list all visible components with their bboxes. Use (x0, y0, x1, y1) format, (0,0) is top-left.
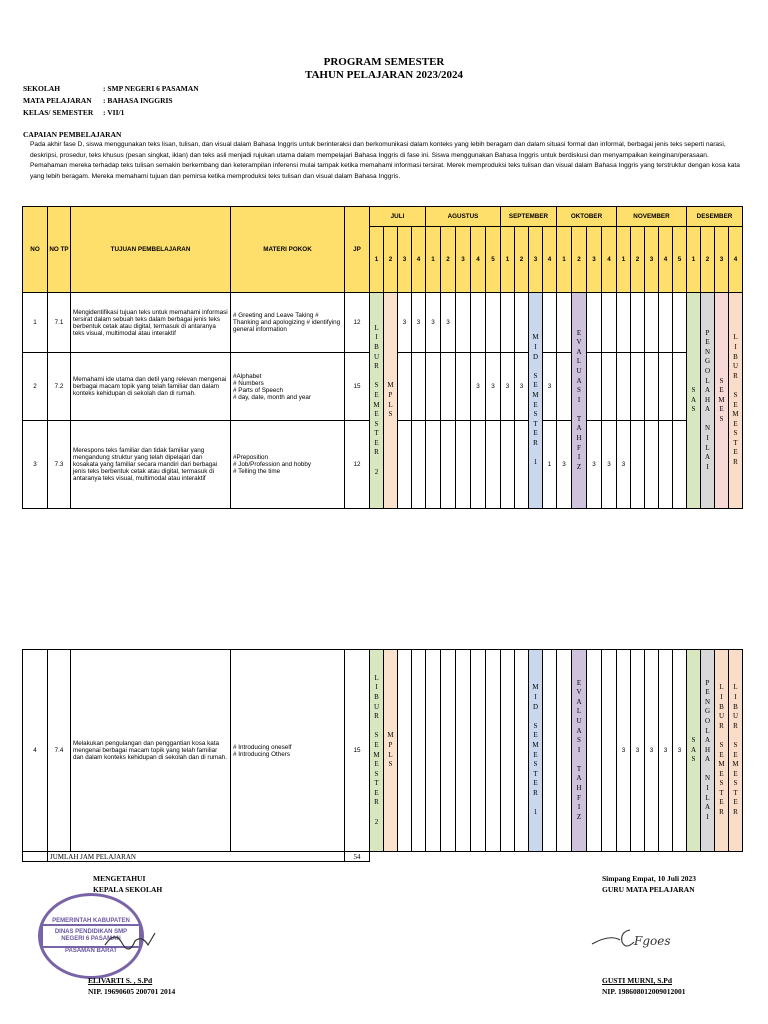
week-cell (501, 650, 515, 852)
week-num: 1 (617, 227, 631, 293)
week-num: 4 (729, 227, 743, 293)
week-num: 1 (501, 227, 515, 293)
row-tp: 7.2 (48, 353, 71, 421)
week-cell (398, 353, 412, 421)
evaluasi-tahfiz-cell: E V A L U A S I T A H F I Z (572, 293, 587, 509)
pengolahan-nilai-cell: P E N G O L A H A N I L A I (701, 293, 715, 509)
row-materi: #Alphabet # Numbers # Parts of Speech # day, date, month and year (231, 353, 345, 421)
school-stamp: PEMERINTAH KABUPATEN DINAS PENDIDIKAN SMP NEGERI 6 PASAMAN PASAMAN BARAT (38, 893, 144, 979)
row-tujuan: Merespons teks familiar dan tidak familiar yang mengandung struktur yang telah dipelajari dan kosakata yang familiar secara mandiri dari berbagai jenis teks berbentuk cetak atau digital, termasuk di antaranya teks visual, multimodal atau interaktif (71, 421, 231, 509)
week-num: 1 (687, 227, 701, 293)
week-cell (456, 650, 471, 852)
week-num: 2 (515, 227, 529, 293)
week-cell (486, 421, 501, 509)
row-tp: 7.4 (48, 650, 71, 852)
week-cell (426, 650, 441, 852)
sas-cell: S A S (687, 650, 701, 852)
header-no-tp: NO TP (48, 207, 71, 293)
week-num: 5 (486, 227, 501, 293)
libur-semester-2-cell: L I B U R S E M E S T E R 2 (370, 293, 384, 509)
week-cell (515, 421, 529, 509)
week-cell: 3 (617, 421, 631, 509)
week-cell (673, 421, 687, 509)
week-cell: 3 (426, 293, 441, 353)
week-num: 3 (398, 227, 412, 293)
right-sig-place-date: Simpang Empat, 10 Juli 2023 (602, 874, 696, 883)
libur-semester-2-cell: L I B U R S E M E S T E R 2 (370, 650, 384, 852)
week-cell (441, 421, 456, 509)
cp-text: Pada akhir fase D, siswa menggunakan teks lisan, tulisan, dan visual dalam Bahasa Inggris untuk berinteraksi dan berkomunikasi dalam konteks yang lebih beragam dan dalam situasi formal dan informal, berbagai jenis teks seperti narasi, deskripsi, prosedur, teks khusus (pesan singkat, iklan) dan teks asli menjadi rujukan utama dalam mempelajari Bahasa Inggris di fase ini. Siswa menggunakan Bahasa Inggris untuk berdiskusi dan menyampaikan keinginan/perasaan. Pemahaman mereka terhadap teks tulisan semakin berkembang dan keterampilan inferensi mulai tampak ketika memahami informasi tersirat. Merek memproduksi teks tulisan dan visual dalam Bahasa Inggris yang terstruktur dengan kosa kata yang lebih beragam. Mereka memahami tujuan dan pemirsa ketika memproduksi teks tulisan dan visual dalam Bahasa Inggris. (30, 141, 740, 180)
mpls-cell: M P L S (384, 293, 398, 509)
header-tujuan: TUJUAN PEMBELAJARAN (71, 207, 231, 293)
week-cell (515, 293, 529, 353)
week-cell: 3 (412, 293, 426, 353)
page-title: PROGRAM SEMESTER (323, 56, 445, 68)
row-materi: # Greeting and Leave Taking # Thanking and apologizing # identifying general information (231, 293, 345, 353)
week-num: 4 (412, 227, 426, 293)
week-cell (471, 421, 486, 509)
row-no: 1 (23, 293, 48, 353)
week-cell: 3 (673, 650, 687, 852)
week-num: 1 (426, 227, 441, 293)
week-cell: 3 (471, 353, 486, 421)
total-empty (23, 852, 48, 862)
week-cell (412, 650, 426, 852)
week-cell (398, 650, 412, 852)
header-jp: JP (345, 207, 370, 293)
month-agustus: AGUSTUS (426, 207, 501, 227)
week-cell (543, 650, 557, 852)
week-cell (486, 650, 501, 852)
week-num: 2 (631, 227, 645, 293)
month-desember: DESEMBER (687, 207, 743, 227)
week-cell (659, 421, 673, 509)
row-no: 3 (23, 421, 48, 509)
row-jp: 15 (345, 353, 370, 421)
right-sig-nip: NIP. 198608012009012001 (602, 987, 686, 996)
left-sig-name: ELIVARTI S. , S.Pd (88, 976, 153, 985)
row-no: 2 (23, 353, 48, 421)
week-cell (659, 353, 673, 421)
row-tujuan: Mengidentifikasi tujuan teks untuk memahami informasi tersirat dalam sebuah teks dalam berbagai jenis teks berbentuk cetak atau digital, termasuk di antaranya teks visual, multimodal atau interaktif (71, 293, 231, 353)
week-cell (673, 293, 687, 353)
row-tp: 7.1 (48, 293, 71, 353)
evaluasi-tahfiz-cell: E V A L U A S I T A H F I Z (572, 650, 587, 852)
month-juli: JULI (370, 207, 426, 227)
week-cell (645, 293, 659, 353)
week-cell: 3 (515, 353, 529, 421)
total-filler (370, 852, 743, 862)
week-cell (412, 421, 426, 509)
month-november: NOVEMBER (617, 207, 687, 227)
week-cell: 3 (557, 421, 572, 509)
mid-semester-cell: M I D S E M E S T E R 1 (529, 293, 543, 509)
week-cell (486, 293, 501, 353)
week-cell (631, 293, 645, 353)
info-school: SEKOLAH : SMP NEGERI 6 PASAMAN (23, 84, 199, 93)
row-jp: 15 (345, 650, 370, 852)
week-num: 4 (659, 227, 673, 293)
week-cell (617, 353, 631, 421)
week-cell (426, 421, 441, 509)
week-cell: 3 (645, 650, 659, 852)
semester-table (22, 206, 743, 509)
row-jp: 12 (345, 293, 370, 353)
cp-heading: CAPAIAN PEMBELAJARAN (23, 130, 122, 139)
week-cell (587, 650, 602, 852)
week-cell (587, 353, 602, 421)
total-jp: 54 (345, 852, 370, 862)
week-cell (471, 650, 486, 852)
week-cell (501, 293, 515, 353)
week-cell (631, 353, 645, 421)
week-cell: 3 (587, 421, 602, 509)
week-cell: 3 (441, 293, 456, 353)
info-subject: MATA PELAJARAN : BAHASA INGGRIS (23, 96, 173, 105)
week-cell: 3 (617, 650, 631, 852)
week-num: 4 (471, 227, 486, 293)
week-cell: 3 (398, 293, 412, 353)
week-cell (426, 353, 441, 421)
week-num: 1 (557, 227, 572, 293)
week-num: 5 (673, 227, 687, 293)
row-tujuan: Memahami ide utama dan detil yang relevan mengenai berbagai macam topik yang telah familiar dan dalam konteks kehidupan di sekolah dan di rumah. (71, 353, 231, 421)
week-cell (557, 353, 572, 421)
right-sig-name: GUSTI MURNI, S.Pd (602, 976, 673, 985)
week-cell (441, 650, 456, 852)
row-jp: 12 (345, 421, 370, 509)
week-cell (441, 353, 456, 421)
row-tujuan: Melakukan pengulangan dan penggantian kosa kata mengenai berbagai macam topik yang telah familiar dan dalam konteks kehidupan di sekolah dan di rumah. (71, 650, 231, 852)
week-num: 2 (572, 227, 587, 293)
week-num: 1 (370, 227, 384, 293)
header-no: NO (23, 207, 48, 293)
week-cell: 1 (543, 421, 557, 509)
principal-signature-icon (100, 925, 160, 960)
row-tp: 7.3 (48, 421, 71, 509)
mpls-cell: M P L S (384, 650, 398, 852)
week-cell (456, 353, 471, 421)
right-sig-role: GURU MATA PELAJARAN (602, 885, 695, 894)
libur-semester-cell: L I B U R S E M E S T E R (715, 650, 729, 852)
semester-table-continued (22, 649, 743, 862)
week-cell (515, 650, 529, 852)
week-cell: 3 (631, 650, 645, 852)
total-label: JUMLAH JAM PELAJARAN (48, 852, 345, 862)
week-cell (602, 353, 617, 421)
left-sig-line2: KEPALA SEKOLAH (93, 885, 163, 894)
week-cell (645, 421, 659, 509)
row-no: 4 (23, 650, 48, 852)
week-num: 3 (529, 227, 543, 293)
week-cell (645, 353, 659, 421)
info-class: KELAS/ SEMESTER : VII/1 (23, 108, 125, 117)
week-cell: 3 (602, 421, 617, 509)
week-cell (602, 650, 617, 852)
week-cell: 3 (543, 353, 557, 421)
week-num: 3 (587, 227, 602, 293)
week-cell (587, 293, 602, 353)
week-num: 2 (441, 227, 456, 293)
week-cell (673, 353, 687, 421)
week-cell (602, 293, 617, 353)
week-cell (631, 421, 645, 509)
week-num: 3 (645, 227, 659, 293)
month-september: SEPTEMBER (501, 207, 557, 227)
week-cell: 3 (501, 353, 515, 421)
week-cell (471, 293, 486, 353)
semes-cell: S E M E S (715, 293, 729, 509)
week-num: 3 (715, 227, 729, 293)
week-cell (617, 293, 631, 353)
mid-semester-cell: M I D S E M E S T E R 1 (529, 650, 543, 852)
week-num: 2 (384, 227, 398, 293)
teacher-signature: Fgoes (590, 920, 690, 960)
page-subtitle: TAHUN PELAJARAN 2023/2024 (304, 69, 464, 81)
week-cell (659, 293, 673, 353)
week-num: 3 (456, 227, 471, 293)
week-cell (398, 421, 412, 509)
libur-semester-cell: L I B U R S E M E S T E R (729, 650, 743, 852)
week-num: 4 (543, 227, 557, 293)
week-num: 4 (602, 227, 617, 293)
left-sig-line1: MENGETAHUI (93, 874, 146, 883)
left-sig-nip: NIP. 19690605 200701 2014 (88, 987, 176, 996)
week-num: 2 (701, 227, 715, 293)
week-cell (543, 293, 557, 353)
week-cell (412, 353, 426, 421)
sas-cell: S A S (687, 293, 701, 509)
week-cell (456, 421, 471, 509)
week-cell (501, 421, 515, 509)
header-materi: MATERI POKOK (231, 207, 345, 293)
month-oktober: OKTOBER (557, 207, 617, 227)
week-cell: 3 (486, 353, 501, 421)
week-cell (557, 293, 572, 353)
week-cell (557, 650, 572, 852)
libur-semester-cell: L I B U R S E M E S T E R (729, 293, 743, 509)
week-cell (456, 293, 471, 353)
week-cell: 3 (659, 650, 673, 852)
pengolahan-nilai-cell: P E N G O L A H A N I L A I (701, 650, 715, 852)
row-materi: #Preposition # Job/Profession and hobby # Telling the time (231, 421, 345, 509)
row-materi: # Introducing oneself # Introducing Others (231, 650, 345, 852)
